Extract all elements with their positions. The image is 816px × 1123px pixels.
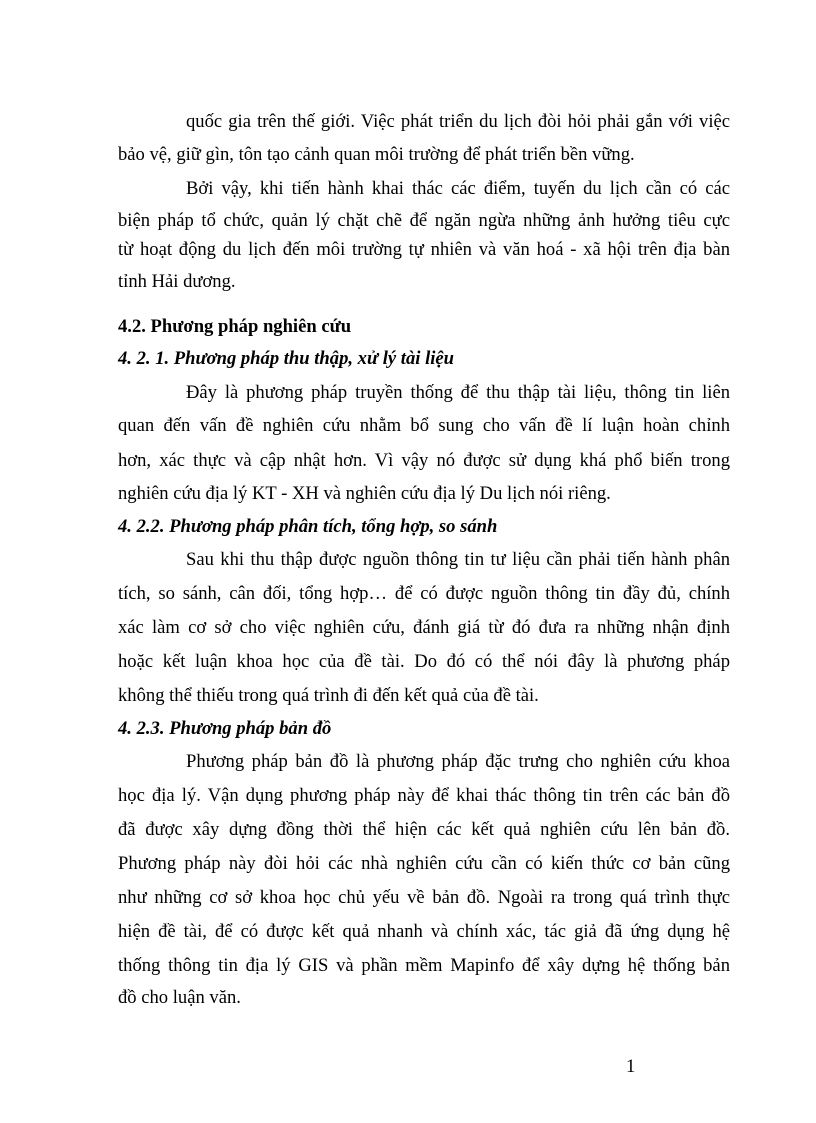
subsection-heading: 4. 2.2. Phương pháp phân tích, tổng hợp, so sánh (118, 516, 498, 537)
paragraph-line: quốc gia trên thế giới. Việc phát triển du lịch đòi hỏi phải gắn với việc (186, 111, 730, 132)
paragraph-line: từ hoạt động du lịch đến môi trường tự nhiên và văn hoá - xã hội trên địa bàn (118, 239, 730, 260)
subsection-heading: 4. 2.3. Phương pháp bản đồ (118, 718, 332, 739)
paragraph-line: tỉnh Hải dương. (118, 271, 236, 292)
paragraph-line: không thể thiếu trong quá trình đi đến kết quả của đề tài. (118, 685, 539, 706)
paragraph-line: đồ cho luận văn. (118, 987, 241, 1008)
paragraph-line: quan đến vấn đề nghiên cứu nhằm bổ sung cho vấn đề lí luận hoàn chỉnh (118, 415, 730, 436)
paragraph-line: như những cơ sở khoa học chủ yếu về bản đồ. Ngoài ra trong quá trình thực (118, 887, 730, 908)
paragraph-line: Phương pháp bản đồ là phương pháp đặc trưng cho nghiên cứu khoa (186, 751, 730, 772)
paragraph-line: Phương pháp này đòi hỏi các nhà nghiên cứu cần có kiến thức cơ bản cũng (118, 853, 730, 874)
paragraph-line: xác làm cơ sở cho việc nghiên cứu, đánh giá từ đó đưa ra những nhận định (118, 617, 730, 638)
paragraph-line: Sau khi thu thập được nguồn thông tin tư liệu cần phải tiến hành phân (186, 549, 730, 570)
paragraph-line: tích, so sánh, cân đối, tổng hợp… để có được nguồn thông tin đầy đủ, chính (118, 583, 730, 604)
paragraph-line: bảo vệ, giữ gìn, tôn tạo cảnh quan môi trường để phát triển bền vững. (118, 144, 635, 165)
paragraph-line: nghiên cứu địa lý KT - XH và nghiên cứu địa lý Du lịch nói riêng. (118, 483, 611, 504)
paragraph-line: đã được xây dựng đồng thời thể hiện các kết quả nghiên cứu lên bản đồ. (118, 819, 730, 840)
paragraph-line: học địa lý. Vận dụng phương pháp này để khai thác thông tin trên các bản đồ (118, 785, 730, 806)
section-heading: 4.2. Phương pháp nghiên cứu (118, 316, 352, 337)
paragraph-line: Đây là phương pháp truyền thống để thu thập tài liệu, thông tin liên (186, 382, 730, 403)
paragraph-line: hiện đề tài, để có được kết quả nhanh và chính xác, tác giả đã ứng dụng hệ (118, 921, 730, 942)
paragraph-line: biện pháp tổ chức, quản lý chặt chẽ để ngăn ngừa những ảnh hưởng tiêu cực (118, 210, 730, 231)
paragraph-line: hơn, xác thực và cập nhật hơn. Vì vậy nó được sử dụng khá phổ biến trong (118, 450, 730, 471)
paragraph-line: Bởi vậy, khi tiến hành khai thác các điểm, tuyến du lịch cần có các (186, 178, 730, 199)
paragraph-line: hoặc kết luận khoa học của đề tài. Do đó có thể nói đây là phương pháp (118, 651, 730, 672)
page-number: 1 (626, 1056, 636, 1077)
subsection-heading: 4. 2. 1. Phương pháp thu thập, xử lý tài liệu (118, 348, 455, 369)
paragraph-line: thống thông tin địa lý GIS và phần mềm Mapinfo để xây dựng hệ thống bản (118, 955, 730, 976)
